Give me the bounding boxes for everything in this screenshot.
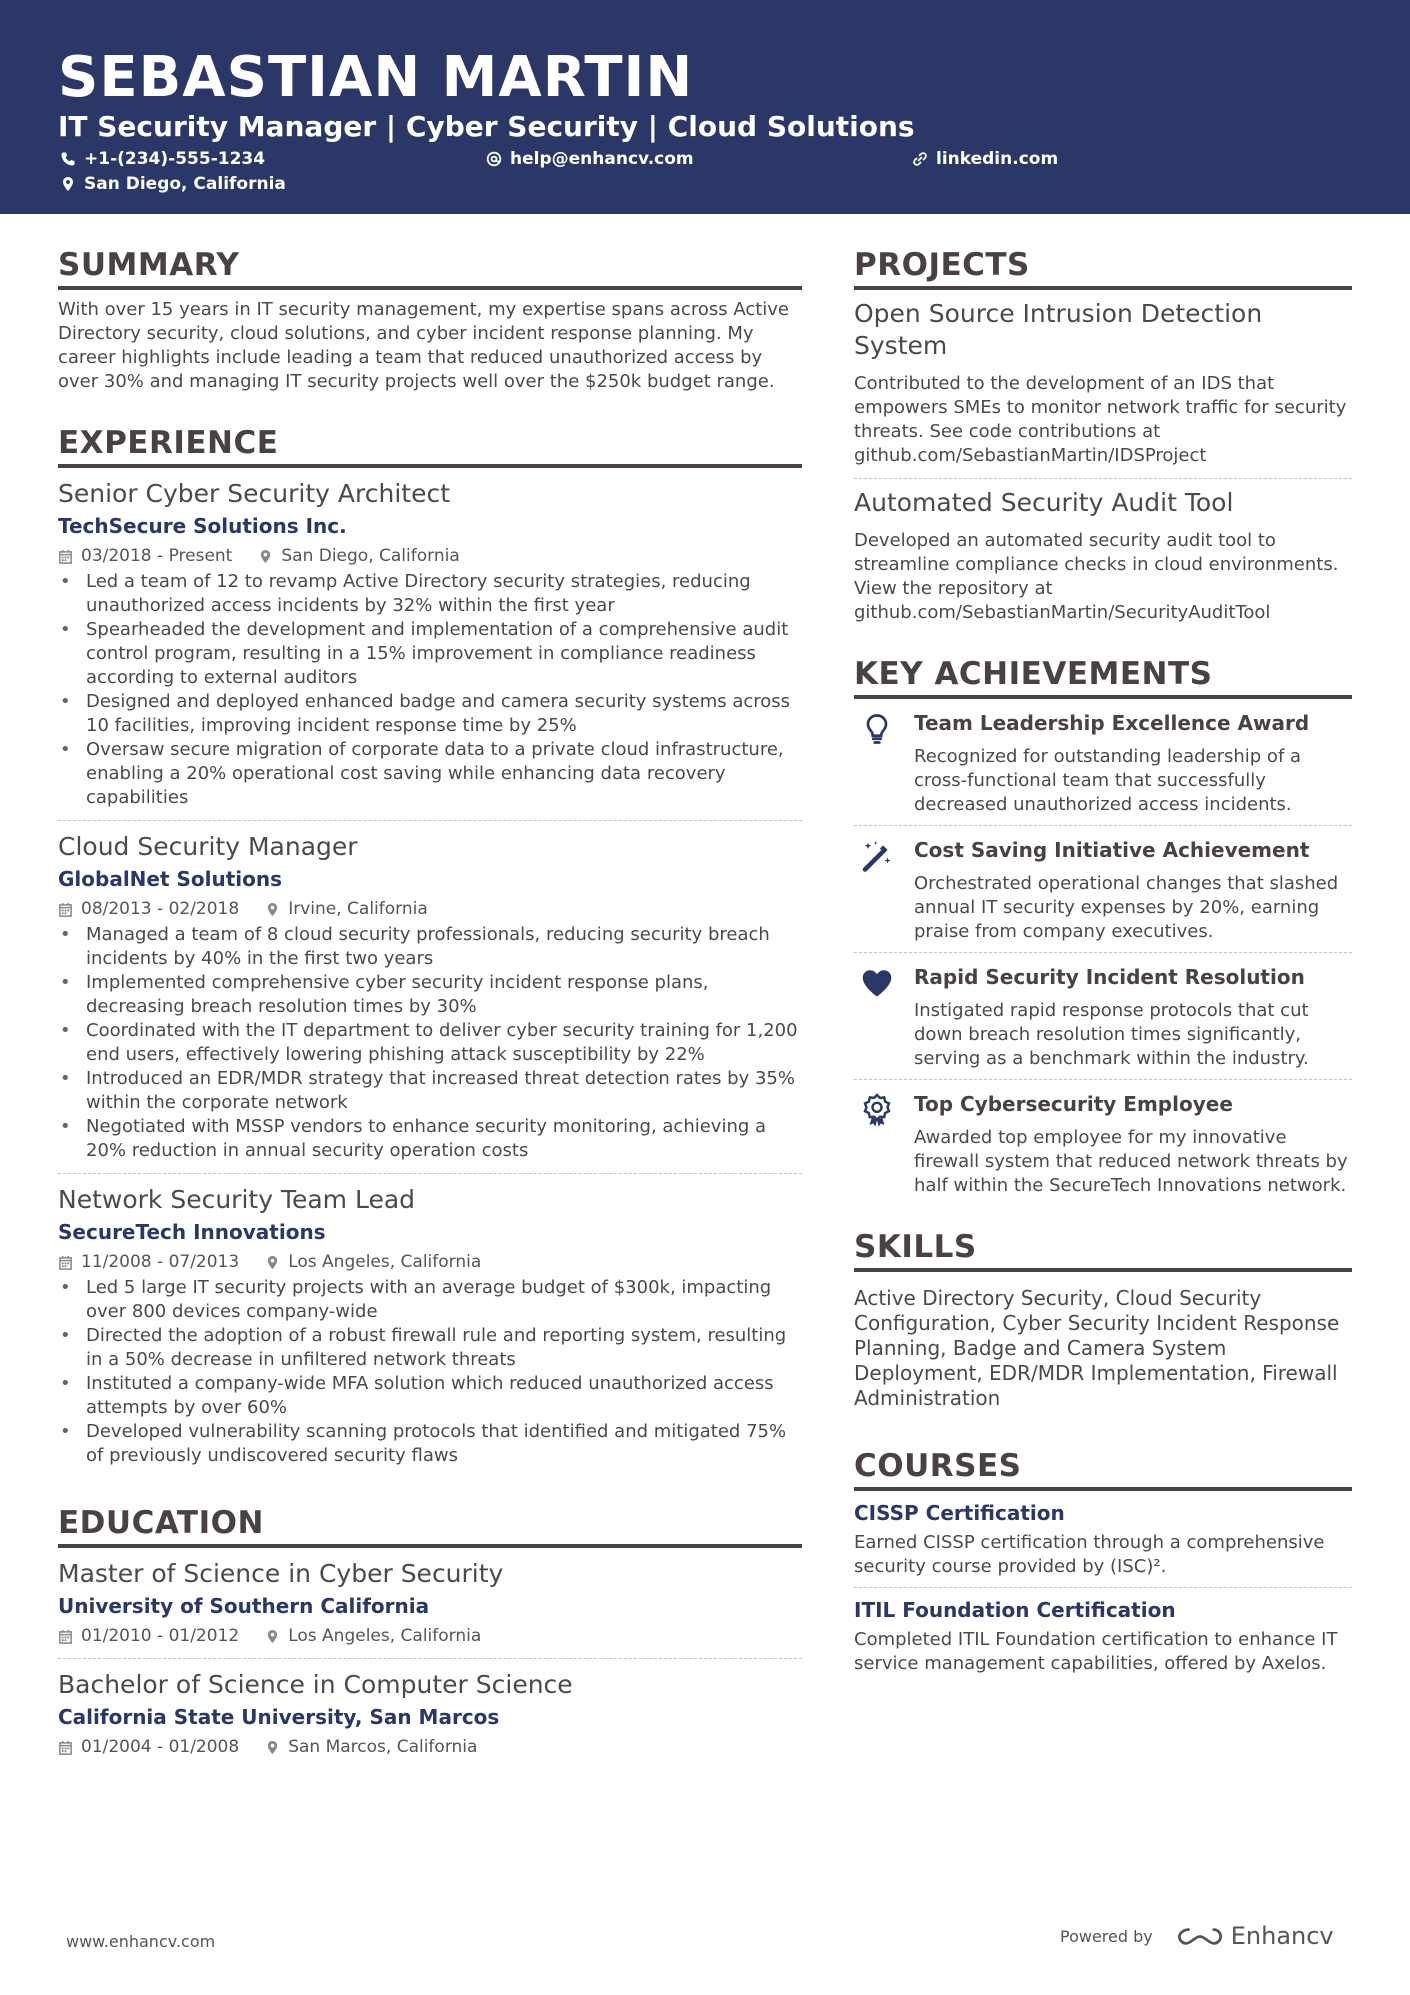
job-entry	[58, 821, 802, 1174]
job-location: San Diego, California	[281, 546, 460, 566]
course-description: Completed ITIL Foundation certification to enhance IT service management capabilities, offered by Axelos.	[854, 1629, 1338, 1674]
project-entry	[854, 290, 1352, 479]
phone-contact[interactable]	[60, 147, 265, 171]
skills-heading: SKILLS	[854, 1226, 1352, 1272]
candidate-name: SEBASTIAN MARTIN	[58, 45, 694, 110]
phone-text: +1-(234)-555-1234	[84, 149, 266, 169]
courses-heading: COURSES	[854, 1445, 1352, 1491]
achievement-title: Top Cybersecurity Employee	[914, 1092, 1233, 1116]
map-pin-icon	[60, 176, 76, 192]
lightbulb-icon	[859, 711, 895, 747]
job-dates: 03/2018 - Present	[81, 546, 233, 566]
enhancv-logo-icon	[1177, 1925, 1223, 1948]
education-entry	[58, 1659, 802, 1769]
course-description: Earned CISSP certification through a comprehensive security course provided by (ISC)².	[854, 1532, 1325, 1577]
magic-wand-icon	[859, 838, 895, 874]
skills-text: Active Directory Security, Cloud Security Configuration, Cyber Security Incident Response Planning, Badge and Camera System Deployment, EDR/MDR Implementation, Firewall Administration	[854, 1286, 1340, 1410]
job-bullet: • Managed a team of 8 cloud security professionals, reducing security breach incidents by 40% in the first two years	[58, 923, 802, 971]
linkedin-contact[interactable]	[912, 147, 1058, 171]
email-contact[interactable]	[486, 147, 694, 171]
job-title: Senior Cyber Security Architect	[58, 479, 450, 508]
job-location: Los Angeles, California	[288, 1252, 482, 1272]
company-name: SecureTech Innovations	[58, 1220, 326, 1244]
at-icon	[486, 151, 502, 167]
phone-icon	[60, 151, 76, 167]
summary-text: With over 15 years in IT security management, my expertise spans across Active Directory security, cloud solutions, and cyber incident response planning. My career highlights include leading a team that reduced unauthorized access by over 30% and managing IT security projects well over the $250k budget range.	[58, 299, 789, 392]
achievement-description: Recognized for outstanding leadership of a cross-functional team that successfully decreased unauthorized access incidents.	[914, 746, 1302, 815]
course-entry	[854, 1588, 1352, 1684]
calendar-icon	[58, 902, 73, 917]
job-bullet: • Coordinated with the IT department to deliver cyber security training for 1,200 end users, effectively lowering phishing attack susceptibility by 22%	[58, 1019, 802, 1067]
degree-title: Master of Science in Cyber Security	[58, 1559, 504, 1588]
award-icon	[859, 1092, 895, 1128]
education-section	[58, 1502, 802, 1769]
experience-heading: EXPERIENCE	[58, 422, 802, 468]
company-name: TechSecure Solutions Inc.	[58, 514, 347, 538]
footer-branding	[1060, 1922, 1334, 1950]
job-bullet: • Spearheaded the development and implementation of a comprehensive audit control program, resulting in a 15% improvement in compliance readiness according to external auditors	[58, 618, 802, 690]
map-pin-icon	[265, 1255, 280, 1270]
achievements-section	[854, 653, 1352, 1206]
job-dates: 11/2008 - 07/2013	[81, 1252, 240, 1272]
heart-icon	[859, 965, 895, 1001]
calendar-icon	[58, 1255, 73, 1270]
summary-section	[58, 244, 802, 394]
experience-section	[58, 422, 802, 1478]
job-entry	[58, 1174, 802, 1478]
achievement-title: Cost Saving Initiative Achievement	[914, 838, 1310, 862]
achievement-entry	[854, 826, 1352, 953]
left-column	[58, 244, 802, 1769]
link-icon	[912, 151, 928, 167]
courses-section	[854, 1445, 1352, 1684]
job-bullet: • Developed vulnerability scanning protocols that identified and mitigated 75% of previously undiscovered security flaws	[58, 1420, 802, 1468]
job-bullet: • Instituted a company-wide MFA solution which reduced unauthorized access attempts by over 60%	[58, 1372, 802, 1420]
education-dates: 01/2004 - 01/2008	[81, 1737, 240, 1757]
job-bullet: • Led 5 large IT security projects with an average budget of $300k, impacting over 800 devices company-wide	[58, 1276, 802, 1324]
right-column	[854, 244, 1352, 1684]
project-description: Developed an automated security audit tool to streamline compliance checks in cloud environments. View the repository at github.com/SebastianMartin/SecurityAuditTool	[854, 530, 1339, 623]
achievement-description: Awarded top employee for my innovative firewall system that reduced network threats by half within the SecureTech Innovations network.	[914, 1127, 1348, 1196]
job-bullet: • Introduced an EDR/MDR strategy that increased threat detection rates by 35% within the corporate network	[58, 1067, 802, 1115]
education-heading: EDUCATION	[58, 1502, 802, 1548]
achievement-title: Team Leadership Excellence Award	[914, 711, 1310, 735]
job-bullet: • Led a team of 12 to revamp Active Directory security strategies, reducing unauthorized access incidents by 32% within the first year	[58, 570, 802, 618]
education-location: San Marcos, California	[288, 1737, 478, 1757]
brand-name: Enhancv	[1230, 1922, 1334, 1950]
achievements-heading: KEY ACHIEVEMENTS	[854, 653, 1352, 699]
project-title: Automated Security Audit Tool	[854, 488, 1234, 517]
job-entry	[58, 468, 802, 821]
company-name: GlobalNet Solutions	[58, 867, 283, 891]
project-entry	[854, 479, 1352, 635]
job-bullet: • Directed the adoption of a robust firewall rule and reporting system, resulting in a 50% decrease in unfiltered network threats	[58, 1324, 802, 1372]
project-title: Open Source Intrusion Detection System	[854, 299, 1263, 360]
job-bullet: • Designed and deployed enhanced badge and camera security systems across 10 facilities, improving incident response time by 25%	[58, 690, 802, 738]
enhancv-logo[interactable]	[1177, 1922, 1334, 1950]
calendar-icon	[58, 1629, 73, 1644]
job-bullet: • Implemented comprehensive cyber security incident response plans, decreasing breach resolution times by 30%	[58, 971, 802, 1019]
job-dates: 08/2013 - 02/2018	[81, 899, 240, 919]
map-pin-icon	[258, 549, 273, 564]
job-title: Cloud Security Manager	[58, 832, 358, 861]
education-entry	[58, 1548, 802, 1659]
job-bullet: • Negotiated with MSSP vendors to enhance security monitoring, achieving a 20% reduction in annual security operation costs	[58, 1115, 802, 1163]
school-name: University of Southern California	[58, 1594, 430, 1618]
map-pin-icon	[265, 902, 280, 917]
school-name: California State University, San Marcos	[58, 1705, 500, 1729]
summary-heading: SUMMARY	[58, 244, 802, 290]
degree-title: Bachelor of Science in Computer Science	[58, 1670, 573, 1699]
skills-section	[854, 1226, 1352, 1411]
projects-heading: PROJECTS	[854, 244, 1352, 290]
map-pin-icon	[265, 1629, 280, 1644]
course-entry	[854, 1491, 1352, 1588]
achievement-description: Orchestrated operational changes that slashed annual IT security expenses by 20%, earning praise from company executives.	[914, 873, 1339, 942]
calendar-icon	[58, 549, 73, 564]
course-title: ITIL Foundation Certification	[854, 1598, 1176, 1622]
footer-website[interactable]: www.enhancv.com	[66, 1932, 216, 1951]
project-description: Contributed to the development of an IDS that empowers SMEs to monitor network traffic for security threats. See code contributions at github.com/SebastianMartin/IDSProject	[854, 373, 1347, 466]
job-bullet: • Oversaw secure migration of corporate data to a private cloud infrastructure, enabling a 20% operational cost saving while enhancing data recovery capabilities	[58, 738, 802, 810]
achievement-entry	[854, 953, 1352, 1080]
job-title: Network Security Team Lead	[58, 1185, 416, 1214]
course-title: CISSP Certification	[854, 1501, 1065, 1525]
email-text: help@enhancv.com	[510, 149, 694, 169]
projects-section	[854, 244, 1352, 635]
education-dates: 01/2010 - 01/2012	[81, 1626, 240, 1646]
linkedin-text: linkedin.com	[936, 149, 1059, 169]
achievement-description: Instigated rapid response protocols that cut down breach resolution times significantly, serving as a benchmark within the industry.	[914, 1000, 1309, 1069]
powered-by-label: Powered by	[1060, 1926, 1153, 1946]
achievement-entry	[854, 1080, 1352, 1206]
calendar-icon	[58, 1740, 73, 1755]
achievement-entry	[854, 699, 1352, 826]
education-location: Los Angeles, California	[288, 1626, 482, 1646]
resume-header	[0, 0, 1410, 214]
location-text: San Diego, California	[84, 174, 286, 194]
job-location: Irvine, California	[288, 899, 428, 919]
candidate-title: IT Security Manager | Cyber Security | Cloud Solutions	[58, 110, 915, 143]
location-contact	[60, 172, 286, 196]
map-pin-icon	[265, 1740, 280, 1755]
achievement-title: Rapid Security Incident Resolution	[914, 965, 1305, 989]
